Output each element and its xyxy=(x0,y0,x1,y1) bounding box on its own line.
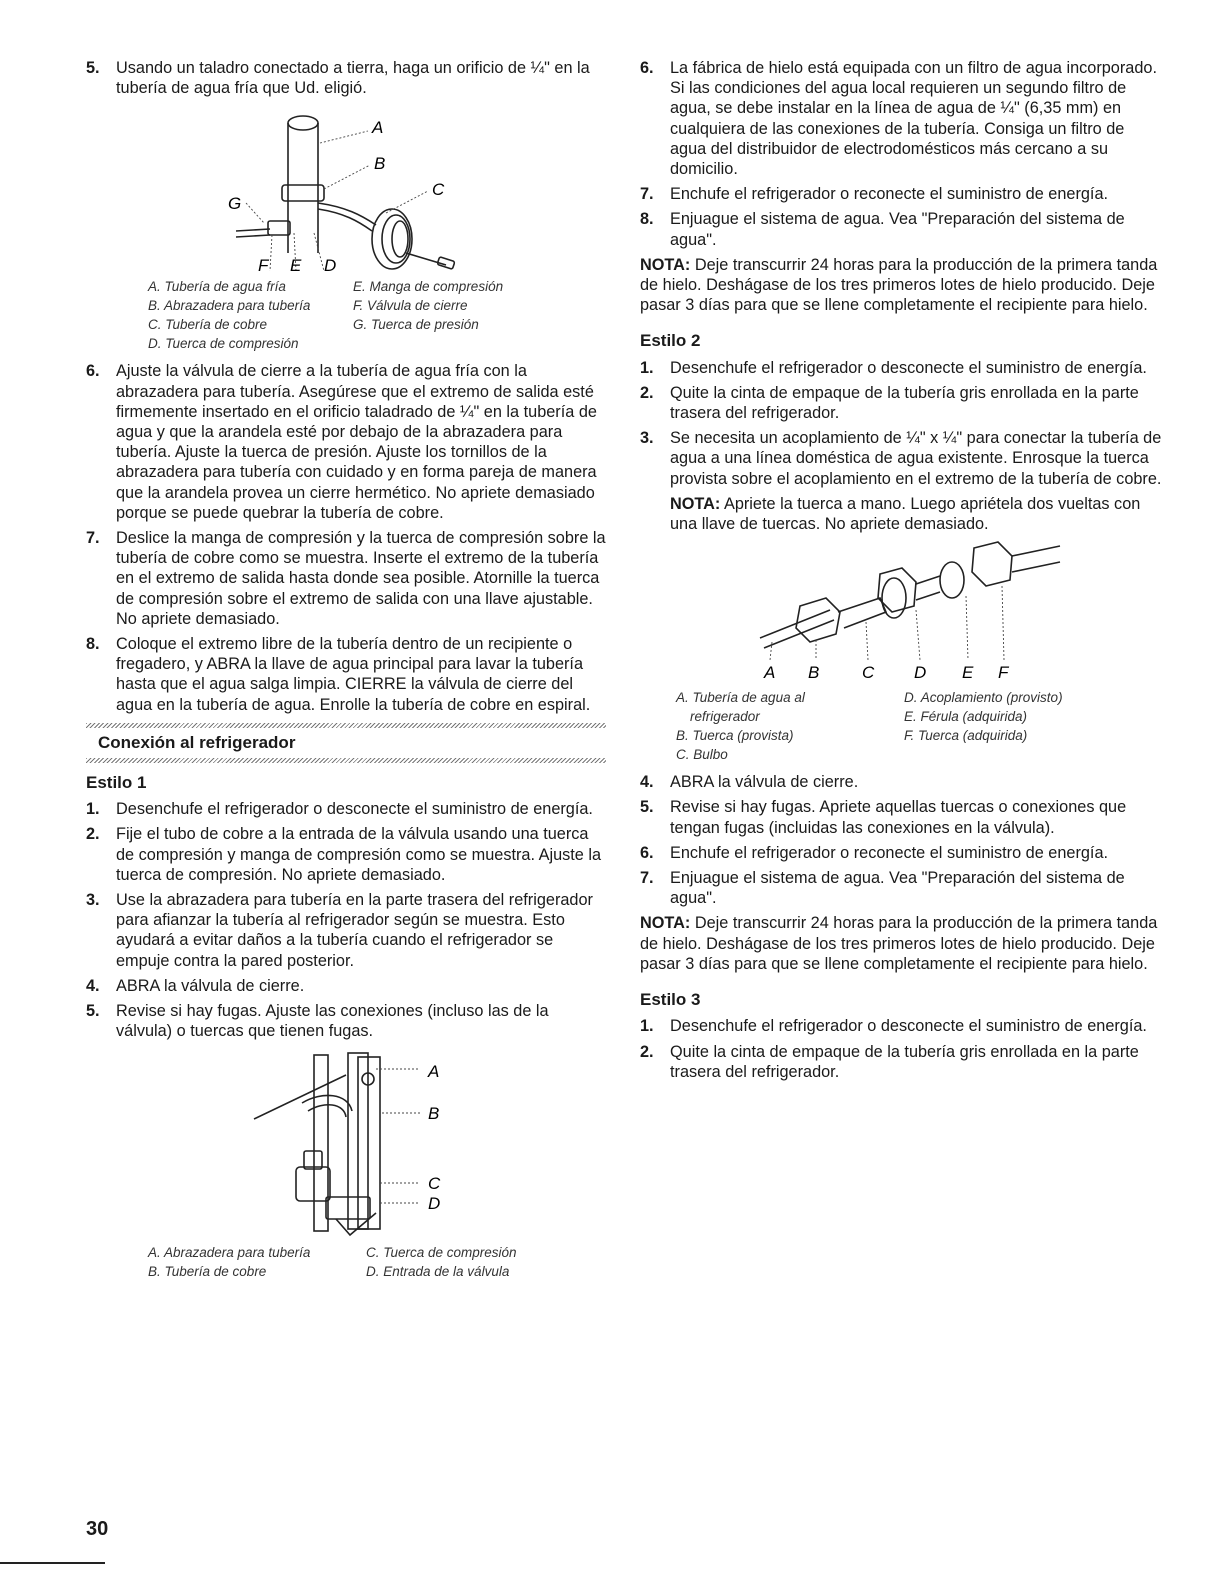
callout-e: E xyxy=(962,663,974,683)
legend-item: F. Válvula de cierre xyxy=(353,298,468,314)
step-number: 7. xyxy=(86,529,100,548)
note-text: Apriete la tuerca a mano. Luego apriételа dos vueltas con una llave de tuercas. No apriete demasiado. xyxy=(670,494,1141,534)
hatch-divider xyxy=(86,758,606,763)
subheading-estilo-2: Estilo 2 xyxy=(640,331,701,351)
step-item xyxy=(640,58,1162,179)
legend-item: A. Abrazadera para tubería xyxy=(148,1244,311,1260)
step-number: 2. xyxy=(86,825,100,844)
step-text: La fábrica de hielo está equipada con un filtro de agua incorporado. Si las condiciones del agua local requieren un segundo filtro de agua, se debe instalar en la línea de agua de ¼" (6,35 mm) en cualquiera de las conexiones de la tubería. Consiga un filtro de agua del distribuidor de electrodomésticos más cercano a su domicilio. xyxy=(670,59,1157,179)
step-item xyxy=(640,209,1162,249)
shutoff-valve-figure xyxy=(86,103,606,271)
step-item xyxy=(86,528,606,629)
step-item xyxy=(640,797,1162,837)
section-header xyxy=(86,723,606,763)
callout-g: G xyxy=(228,194,242,214)
step-item xyxy=(640,383,1162,423)
callout-c: C xyxy=(428,1173,441,1193)
legend-item: C. Bulbo xyxy=(676,747,728,763)
step-number: 5. xyxy=(86,59,100,77)
legend-item: refrigerador xyxy=(690,709,760,725)
step-item xyxy=(86,799,606,819)
valve-inlet-illustration xyxy=(86,1047,606,1237)
legend-item: B. Abrazadera para tubería xyxy=(148,298,311,314)
callout-a: A xyxy=(764,663,776,683)
step-text: Desenchufe el refrigerador o desconecte el suministro de energía. xyxy=(670,1017,1147,1036)
step-text: Desenchufe el refrigerador o desconecte el suministro de energía. xyxy=(116,800,593,819)
note-label: NOTA: xyxy=(640,255,691,274)
step-item xyxy=(640,1042,1162,1082)
right-column xyxy=(640,58,1162,1087)
step-item xyxy=(86,1001,606,1041)
legend-item: A. Tubería de agua fría xyxy=(148,279,286,295)
step-number: 5. xyxy=(640,798,654,817)
step-text: Enchufe el refrigerador o reconecte el suministro de energía. xyxy=(670,185,1109,204)
step-item xyxy=(86,634,606,715)
step-number: 6. xyxy=(640,843,654,862)
subheading-estilo-1: Estilo 1 xyxy=(86,773,147,793)
step-item xyxy=(640,868,1162,908)
legend-item: E. Férula (adquirida) xyxy=(904,709,1028,725)
valve-inlet-figure xyxy=(86,1047,606,1237)
left-column xyxy=(86,58,606,1289)
step-number: 3. xyxy=(86,891,100,910)
legend-item: G. Tuerca de presión xyxy=(353,317,479,333)
step-text: Revise si hay fugas. Ajuste las conexiones (incluso las de la válvula) o tuercas que tienen fugas. xyxy=(116,1002,549,1041)
step-number: 8. xyxy=(640,210,654,229)
callout-f: F xyxy=(258,256,269,272)
shutoff-valve-illustration xyxy=(86,103,606,271)
legend-item: D. Acoplamiento (provisto) xyxy=(904,690,1063,706)
step-number: 7. xyxy=(640,185,654,204)
callout-b: B xyxy=(808,663,820,683)
step-text: Usando un taladro conectado a tierra, haga un orificio de ¼" en la tubería de agua fría que Ud. eligió. xyxy=(116,59,590,98)
callout-d: D xyxy=(914,663,927,683)
legend-item: C. Tuerca de compresión xyxy=(366,1244,517,1260)
step-number: 1. xyxy=(640,358,654,377)
step-number: 1. xyxy=(640,1017,654,1036)
step-text: Coloque el extremo libre de la tubería dentro de un recipiente o fregadero, y ABRA la llave de agua principal para lavar la tubería hasta que el agua salga limpia. CIERRE la válvula de cierre del agua en la tubería de agua. Enrolle la tubería de cobre en espiral. xyxy=(116,635,591,714)
step-text: ABRA la válvula de cierre. xyxy=(116,976,305,995)
legend-item: E. Manga de compresión xyxy=(353,279,504,295)
step-item xyxy=(640,1016,1162,1036)
callout-d: D xyxy=(324,256,337,272)
step-text: Use la abrazadera para tubería en la parte trasera del refrigerador para afianzar la tubería al refrigerador según se muestra. Esto ayudará a evitar daños a la tubería cuando el refrigerador se empuje contra la pared posterior. xyxy=(116,891,593,970)
step-number: 6. xyxy=(86,362,100,381)
legend-item: A. Tubería de agua al xyxy=(676,690,805,706)
step-text: Fije el tubo de cobre a la entrada de la válvula usando una tuerca de compresión y manga de compresión como se muestra. Ajuste la tuerca de compresión. No apriete demasiado. xyxy=(116,825,602,884)
callout-f: F xyxy=(998,663,1009,683)
step-text: Desenchufe el refrigerador o desconecte el suministro de energía. xyxy=(670,358,1147,377)
callout-a: A xyxy=(428,1061,440,1081)
step-item xyxy=(640,184,1162,204)
footer-rule xyxy=(0,1562,105,1564)
callout-b: B xyxy=(374,154,386,174)
step-item xyxy=(86,890,606,971)
step-number: 4. xyxy=(640,773,654,792)
step-item xyxy=(640,772,1162,792)
figure-legend xyxy=(640,688,1162,764)
callout-e: E xyxy=(290,256,302,272)
note-paragraph xyxy=(640,913,1162,974)
step-text: Ajuste la válvula de cierre a la tubería de agua fría con la abrazadera para tubería. Asegúrese que el extremo de salida esté firmemente insertado en el orificio taladrado de ¼" en la tubería de agua y que la arandela esté por debajo de la abrazadera para tubería. Ajuste la tuerca de presión. Ajuste los tornillos de la abrazadera para tubería con cuidado y en forma pareja de manera que la arandela provea un cierre hermético. No apriete demasiado porque se puede quebrar la tubería de cobre. xyxy=(116,362,597,522)
note-label: NOTA: xyxy=(640,914,691,933)
step-item xyxy=(86,824,606,885)
note-paragraph xyxy=(670,494,1162,534)
legend-item: D. Tuerca de compresión xyxy=(148,336,299,352)
callout-c: C xyxy=(862,663,875,683)
step-item xyxy=(86,976,606,996)
step-number: 3. xyxy=(640,429,654,448)
page-number: 30 xyxy=(86,1518,109,1540)
subheading-estilo-3: Estilo 3 xyxy=(640,990,701,1010)
note-text: Deje transcurrir 24 horas para la producción de la primera tanda de hielo. Deshágase de los tres primeros lotes de hielo producido. Deje pasar 3 días para que se llene completamente el recipiente para hielo. xyxy=(640,914,1158,973)
step-number: 7. xyxy=(640,869,654,888)
legend-item: B. Tuerca (provista) xyxy=(676,728,794,744)
step-number: 4. xyxy=(86,976,100,995)
figure-legend xyxy=(86,277,606,353)
step-text: Enjuague el sistema de agua. Vea "Preparación del sistema de agua". xyxy=(670,210,1125,249)
step-item xyxy=(640,428,1162,489)
note-label: NOTA: xyxy=(670,494,721,513)
figure-legend xyxy=(86,1243,606,1281)
step-text: Quite la cinta de empaque de la tubería gris enrollada en la parte trasera del refrigerador. xyxy=(670,1042,1139,1081)
coupling-figure xyxy=(640,540,1162,682)
step-text: ABRA la válvula de cierre. xyxy=(670,773,859,792)
legend-item: B. Tubería de cobre xyxy=(148,1263,267,1279)
coupling-illustration xyxy=(640,540,1162,682)
note-text: Deje transcurrir 24 horas para la producción de la primera tanda de hielo. Deshágase de los tres primeros lotes de hielo producido. Deje pasar 3 días para que se llene completamente el recipiente para hielo. xyxy=(640,255,1158,315)
section-title: Conexión al refrigerador xyxy=(98,732,296,752)
step-text: Revise si hay fugas. Apriete aquellas tuercas o conexiones que tengan fugas (incluidas las conexiones en la válvula). xyxy=(670,798,1127,837)
step-item xyxy=(86,361,606,523)
step-number: 2. xyxy=(640,1042,654,1061)
note-paragraph xyxy=(640,255,1162,316)
step-text: Enchufe el refrigerador o reconecte el suministro de energía. xyxy=(670,843,1109,862)
legend-item: D. Entrada de la válvula xyxy=(366,1263,510,1279)
step-item xyxy=(640,358,1162,378)
step-item xyxy=(640,843,1162,863)
step-number: 5. xyxy=(86,1002,100,1021)
step-number: 6. xyxy=(640,59,654,77)
step-item xyxy=(86,58,606,98)
step-text: Quite la cinta de empaque de la tubería gris enrollada en la parte trasera del refrigerador. xyxy=(670,383,1139,423)
callout-b: B xyxy=(428,1103,440,1123)
step-text: Deslice la manga de compresión y la tuerca de compresión sobre la tubería de cobre como se muestra. Inserte el extremo de la tubería en el extremo de salida hasta donde sea posible. Atornille la tuerca de compresión sobre el extremo de salida con una llave ajustable. No apriete demasiado. xyxy=(116,529,606,628)
step-number: 2. xyxy=(640,383,654,402)
step-text: Se necesita un acoplamiento de ¼" x ¼" para conectar la tubería de agua a una línea doméstica de agua existente. Enrosque la tuerca provista sobre el acoplamiento en el extremo de la tubería de cobre. xyxy=(670,429,1162,488)
legend-item: C. Tubería de cobre xyxy=(148,317,268,333)
callout-a: A xyxy=(372,118,384,138)
step-number: 8. xyxy=(86,635,100,654)
callout-c: C xyxy=(432,180,445,200)
step-text: Enjuague el sistema de agua. Vea "Preparación del sistema de agua". xyxy=(670,869,1125,908)
callout-d: D xyxy=(428,1193,441,1213)
step-number: 1. xyxy=(86,800,100,819)
legend-item: F. Tuerca (adquirida) xyxy=(904,728,1028,744)
